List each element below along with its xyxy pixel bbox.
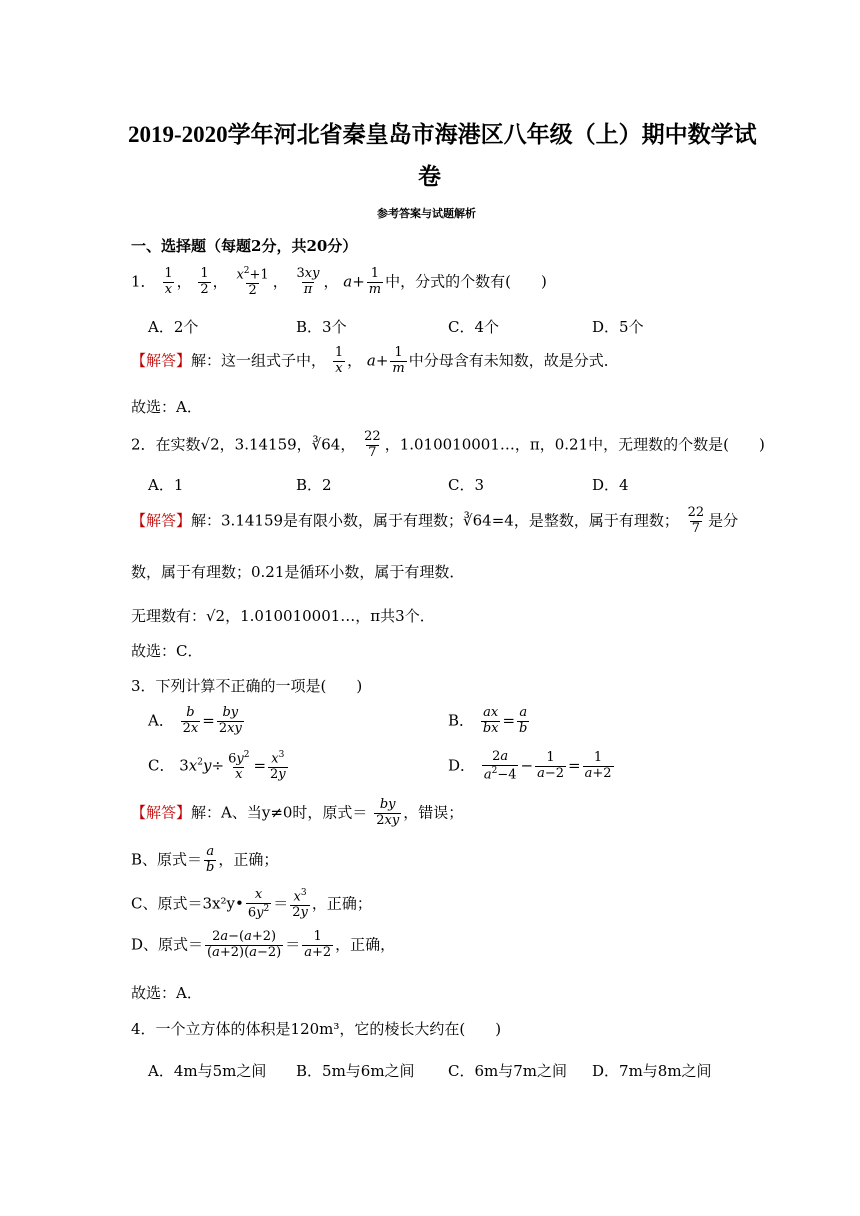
question-text: 中，分式的个数有( )	[385, 272, 547, 291]
q1-option-d: D．5个	[592, 318, 644, 336]
answer-text: ＝	[285, 935, 301, 954]
fraction: $\frac{22}{7}$	[687, 505, 705, 536]
answer-text: C、原式＝3x²y•	[131, 894, 244, 913]
q2-option-a: A．1	[148, 476, 184, 494]
question-text: ，1.010010001…，π，0.21中，无理数的个数是( )	[384, 435, 765, 454]
fraction: $\frac{1}{m}$	[368, 266, 382, 298]
answer-text: D、原式＝	[131, 935, 204, 954]
fraction: $\frac{1}{x}$	[164, 266, 173, 298]
section-heading: 一、选择题（每题2分，共20分）	[131, 237, 358, 255]
answer-text: =4，是整数，属于有理数；	[491, 511, 679, 530]
q3-option-d: D． $\frac{2a}{a^2-4}$ − $\frac{1}{a-2}$ = $\frac{1}{a+2}$	[448, 749, 612, 783]
page-title-line2: 卷	[418, 164, 441, 189]
q1-option-c: C．4个	[448, 318, 500, 336]
q4-option-b: B．5m与6m之间	[296, 1062, 415, 1080]
q1-choice: 故选：A．	[131, 398, 202, 416]
fraction: $\frac{1}{m}$	[392, 345, 405, 376]
fraction: $\frac{1}{x}$	[334, 345, 344, 376]
answer-text: 解：3.14159是有限小数，属于有理数；	[191, 511, 464, 530]
q3-answer-b: B、原式＝ $\frac{a}{b}$ ，正确；	[131, 844, 279, 875]
q4-option-c: C．6m与7m之间	[448, 1062, 568, 1080]
option-label: C．	[148, 756, 175, 775]
answer-label: 【解答】	[131, 511, 192, 530]
q2-option-b: B．2	[296, 476, 332, 494]
answer-text: 解：这一组式子中，	[191, 351, 327, 370]
answer-text: 解：A、当y≠0时，原式＝	[191, 803, 368, 822]
answer-text: ，错误；	[403, 803, 464, 822]
answer-label: 【解答】	[131, 803, 192, 822]
question-2: 2．在实数√2，3.14159，∛64， $\frac{22}{7}$ ，1.010010001…，π，0.21中，无理数的个数是( )	[131, 429, 765, 460]
answer-text: ，正确；	[311, 894, 372, 913]
answer-text: 是分	[708, 511, 739, 530]
question-4: 4．一个立方体的体积是120m³，它的棱长大约在( )	[131, 1020, 502, 1038]
question-text: 2．在实数	[131, 435, 201, 454]
answer-text: ＝	[273, 894, 289, 913]
q3-option-a: A． $\frac{b}{2x}$ = $\frac{by}{2xy}$	[148, 705, 242, 736]
q2-answer-line1: 【解答】解：3.14159是有限小数，属于有理数；∛64=4，是整数，属于有理数； $\frac{22}{7}$ 是分	[131, 505, 739, 536]
question-3: 3．下列计算不正确的一项是( )	[131, 677, 363, 695]
q3-option-c: C． $3x^2y\div$ $\frac{6y^2}{x}$ = $\frac{x^3}{2y}$	[148, 750, 286, 783]
answer-label: 【解答】	[131, 351, 192, 370]
answer-text: ，正确；	[218, 850, 279, 869]
q3-choice: 故选：A．	[131, 984, 202, 1002]
question-1: 1． $\frac{1}{x}$ ， $\frac{1}{2}$ ， $\frac{x^2+1}{2}$ ， $\frac{3xy}{\pi}$ ， a+ $\frac{1}{m}$ 中，分式的个数有( )	[131, 266, 547, 299]
q2-answer-line3: 无理数有：√2，1.010010001…，π共3个．	[131, 607, 435, 625]
answer-text: ，正确，	[335, 935, 396, 954]
question-text: ，	[340, 435, 356, 454]
fraction: $\frac{1}{2}$	[200, 266, 209, 298]
fraction: $\frac{3xy}{\pi}$	[296, 266, 320, 298]
option-label: D．	[448, 756, 476, 775]
q3-option-b: B． $\frac{ax}{bx}$ = $\frac{a}{b}$	[448, 705, 528, 736]
answer-text: 中分母含有未知数，故是分式．	[408, 351, 619, 370]
question-number: 1．	[131, 272, 156, 291]
q2-option-c: C．3	[448, 476, 485, 494]
option-label: B．	[448, 711, 475, 730]
q2-option-d: D．4	[592, 476, 629, 494]
option-label: A．	[148, 711, 174, 730]
q1-answer: 【解答】解：这一组式子中， $\frac{1}{x}$ ， a+ $\frac{1}{m}$ 中分母含有未知数，故是分式．	[131, 345, 619, 376]
q1-option-b: B．3个	[296, 318, 347, 336]
q3-answer-c: C、原式＝3x²y• $\frac{x}{6y^2}$ ＝ $\frac{x^3}{2y}$ ，正确；	[131, 887, 372, 921]
fraction: $\frac{22}{7}$	[364, 429, 381, 460]
fraction: $\frac{x^2+1}{2}$	[236, 266, 269, 299]
answer-text: B、原式＝	[131, 850, 203, 869]
q1-option-a: A．2个	[148, 318, 199, 336]
q3-answer-a: 【解答】解：A、当y≠0时，原式＝ $\frac{by}{2xy}$ ，错误；	[131, 797, 464, 828]
q4-option-d: D．7m与8m之间	[592, 1062, 712, 1080]
question-text: ，3.14159，	[219, 435, 312, 454]
page-subtitle: 参考答案与试题解析	[377, 207, 476, 220]
page-title-line1: 2019-2020学年河北省秦皇岛市海港区八年级（上）期中数学试	[128, 122, 757, 147]
q3-answer-d: D、原式＝ $\frac{2a-(a+2)}{(a+2)(a-2)}$ ＝ $\frac{1}{a+2}$ ，正确，	[131, 929, 396, 960]
q2-answer-line2: 数，属于有理数；0.21是循环小数，属于有理数．	[131, 563, 465, 581]
q2-choice: 故选：C．	[131, 642, 203, 660]
q4-option-a: A．4m与5m之间	[148, 1062, 267, 1080]
